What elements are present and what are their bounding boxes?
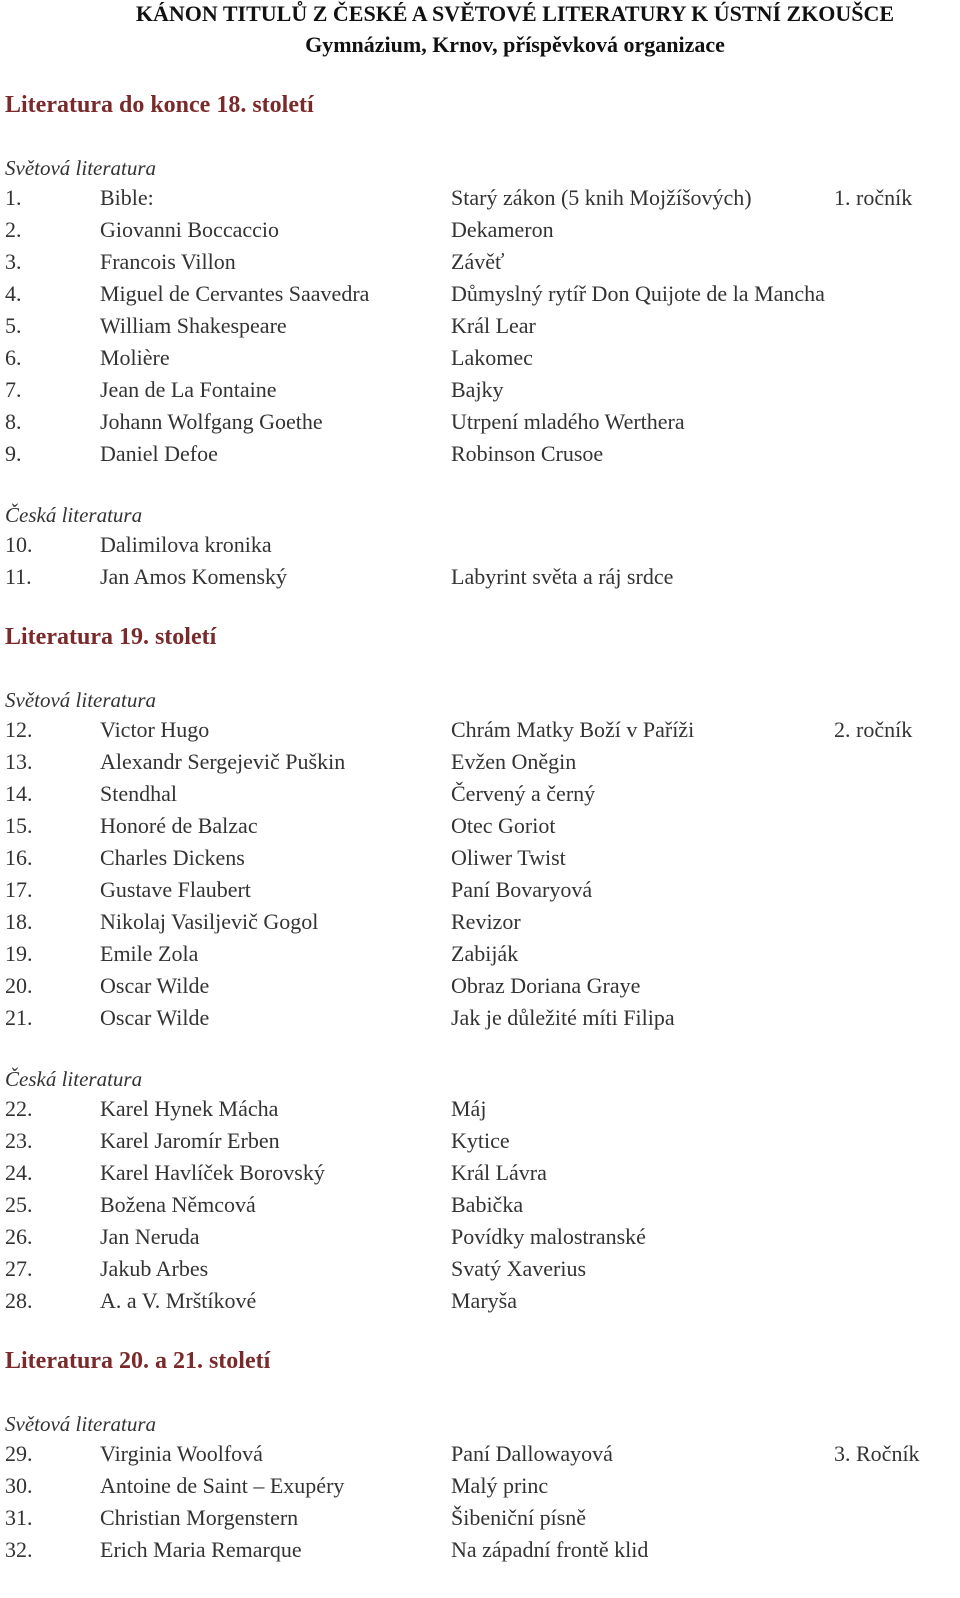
item-number: 13. (5, 749, 33, 774)
list-item (0, 1286, 960, 1316)
item-work: Bajky (451, 377, 504, 402)
group-label: Česká literatura (5, 503, 143, 527)
item-author: Jakub Arbes (100, 1256, 209, 1281)
item-work: Svatý Xaverius (451, 1256, 587, 1281)
group-label: Světová literatura (5, 688, 157, 712)
item-number: 32. (5, 1537, 33, 1562)
item-work: Malý princ (451, 1473, 549, 1498)
list-item (0, 215, 960, 245)
list-item (0, 779, 960, 809)
item-work: Závěť (451, 249, 505, 274)
item-work: Povídky malostranské (451, 1224, 646, 1249)
item-work: Babička (451, 1192, 524, 1217)
item-work: Chrám Matky Boží v Paříži (451, 717, 695, 742)
item-work: Červený a černý (451, 781, 596, 806)
item-grade: 2. ročník (834, 717, 913, 742)
item-author: Dalimilova kronika (100, 532, 272, 557)
group-label: Česká literatura (5, 1067, 143, 1091)
item-number: 3. (5, 249, 22, 274)
list-item (0, 811, 960, 841)
list-item (0, 1158, 960, 1188)
item-work: Máj (451, 1096, 487, 1121)
section-heading: Literatura do konce 18. století (5, 92, 314, 118)
list-item (0, 971, 960, 1001)
item-work: Evžen Oněgin (451, 749, 577, 774)
item-work: Zabiják (451, 941, 519, 966)
item-number: 7. (5, 377, 22, 402)
item-author: Christian Morgenstern (100, 1505, 299, 1530)
group-label: Světová literatura (5, 1412, 157, 1436)
item-number: 26. (5, 1224, 33, 1249)
section-heading: Literatura 19. století (5, 624, 217, 650)
list-item (0, 439, 960, 469)
list-item (0, 343, 960, 373)
list-item (0, 747, 960, 777)
item-work: Na západní frontě klid (451, 1537, 649, 1562)
list-item (0, 279, 960, 309)
list-item (0, 1126, 960, 1156)
item-author: Bible: (100, 185, 154, 210)
list-item (0, 530, 960, 560)
item-author: Victor Hugo (100, 717, 210, 742)
list-item (0, 1471, 960, 1501)
item-number: 1. (5, 185, 22, 210)
item-author: Gustave Flaubert (100, 877, 251, 902)
list-item (0, 939, 960, 969)
item-work: Paní Bovaryová (451, 877, 593, 902)
item-number: 11. (5, 564, 32, 589)
item-author: Jan Amos Komenský (100, 564, 287, 589)
item-work: Jak je důležité míti Filipa (451, 1005, 675, 1030)
item-author: Antoine de Saint – Exupéry (100, 1473, 345, 1498)
list-item (0, 1094, 960, 1124)
document-title: KÁNON TITULŮ Z ČESKÉ A SVĚTOVÉ LITERATURY K ÚSTNÍ ZKOUŠCE (135, 1, 895, 26)
item-work: Šibeniční písně (451, 1505, 587, 1530)
item-work: Paní Dallowayová (451, 1441, 613, 1466)
item-number: 30. (5, 1473, 33, 1498)
item-author: Honoré de Balzac (100, 813, 258, 838)
item-author: Karel Jaromír Erben (100, 1128, 280, 1153)
list-item (0, 1003, 960, 1033)
list-item (0, 247, 960, 277)
list-item (0, 1503, 960, 1533)
list-item (0, 311, 960, 341)
item-number: 15. (5, 813, 33, 838)
list-item (0, 183, 960, 213)
item-author: Oscar Wilde (100, 973, 210, 998)
item-number: 31. (5, 1505, 33, 1530)
item-grade: 3. Ročník (834, 1441, 920, 1466)
item-number: 20. (5, 973, 33, 998)
item-number: 22. (5, 1096, 33, 1121)
item-number: 21. (5, 1005, 33, 1030)
item-number: 27. (5, 1256, 33, 1281)
item-work: Utrpení mladého Werthera (451, 409, 685, 434)
item-author: Charles Dickens (100, 845, 245, 870)
item-work: Důmyslný rytíř Don Quijote de la Mancha (451, 281, 825, 306)
item-author: Miguel de Cervantes Saavedra (100, 281, 370, 306)
item-author: Alexandr Sergejevič Puškin (100, 749, 346, 774)
item-author: Emile Zola (100, 941, 199, 966)
item-work: Robinson Crusoe (451, 441, 604, 466)
item-number: 24. (5, 1160, 33, 1185)
list-item (0, 875, 960, 905)
item-number: 28. (5, 1288, 33, 1313)
list-item (0, 407, 960, 437)
item-number: 19. (5, 941, 33, 966)
item-number: 14. (5, 781, 33, 806)
item-work: Lakomec (451, 345, 533, 370)
section-heading: Literatura 20. a 21. století (5, 1348, 271, 1374)
item-author: Stendhal (100, 781, 177, 806)
item-grade: 1. ročník (834, 185, 913, 210)
list-item (0, 1254, 960, 1284)
item-author: Erich Maria Remarque (100, 1537, 302, 1562)
item-author: Nikolaj Vasiljevič Gogol (100, 909, 319, 934)
item-number: 2. (5, 217, 22, 242)
item-work: Král Lávra (451, 1160, 547, 1185)
document-subtitle: Gymnázium, Krnov, příspěvková organizace (305, 32, 725, 57)
item-author: Jean de La Fontaine (100, 377, 277, 402)
list-item (0, 1190, 960, 1220)
item-number: 8. (5, 409, 22, 434)
item-number: 12. (5, 717, 33, 742)
item-work: Otec Goriot (451, 813, 556, 838)
item-number: 17. (5, 877, 33, 902)
item-number: 25. (5, 1192, 33, 1217)
item-author: Giovanni Boccaccio (100, 217, 279, 242)
item-author: Karel Hynek Mácha (100, 1096, 279, 1121)
list-item (0, 562, 960, 592)
item-number: 6. (5, 345, 22, 370)
item-author: Molière (100, 345, 170, 370)
item-author: Oscar Wilde (100, 1005, 210, 1030)
group-label: Světová literatura (5, 156, 157, 180)
item-number: 9. (5, 441, 22, 466)
item-work: Revizor (451, 909, 521, 934)
list-item (0, 1222, 960, 1252)
list-item (0, 843, 960, 873)
item-number: 10. (5, 532, 33, 557)
item-work: Oliwer Twist (451, 845, 566, 870)
item-author: Jan Neruda (100, 1224, 200, 1249)
list-item (0, 1439, 960, 1469)
item-author: Karel Havlíček Borovský (100, 1160, 325, 1185)
item-author: A. a V. Mrštíkové (100, 1288, 257, 1313)
item-author: William Shakespeare (100, 313, 287, 338)
item-work: Starý zákon (5 knih Mojžíšových) (451, 185, 752, 210)
item-number: 16. (5, 845, 33, 870)
item-author: Francois Villon (100, 249, 236, 274)
list-item (0, 907, 960, 937)
item-work: Maryša (451, 1288, 517, 1313)
item-work: Obraz Doriana Graye (451, 973, 641, 998)
item-work: Labyrint světa a ráj srdce (451, 564, 674, 589)
item-author: Johann Wolfgang Goethe (100, 409, 323, 434)
item-number: 4. (5, 281, 22, 306)
list-item (0, 375, 960, 405)
list-item (0, 1535, 960, 1565)
item-author: Daniel Defoe (100, 441, 218, 466)
item-work: Král Lear (451, 313, 536, 338)
item-number: 18. (5, 909, 33, 934)
item-author: Virginia Woolfová (100, 1441, 263, 1466)
item-number: 29. (5, 1441, 33, 1466)
item-number: 23. (5, 1128, 33, 1153)
list-item (0, 715, 960, 745)
item-author: Božena Němcová (100, 1192, 256, 1217)
item-number: 5. (5, 313, 22, 338)
item-work: Dekameron (451, 217, 554, 242)
item-work: Kytice (451, 1128, 510, 1153)
